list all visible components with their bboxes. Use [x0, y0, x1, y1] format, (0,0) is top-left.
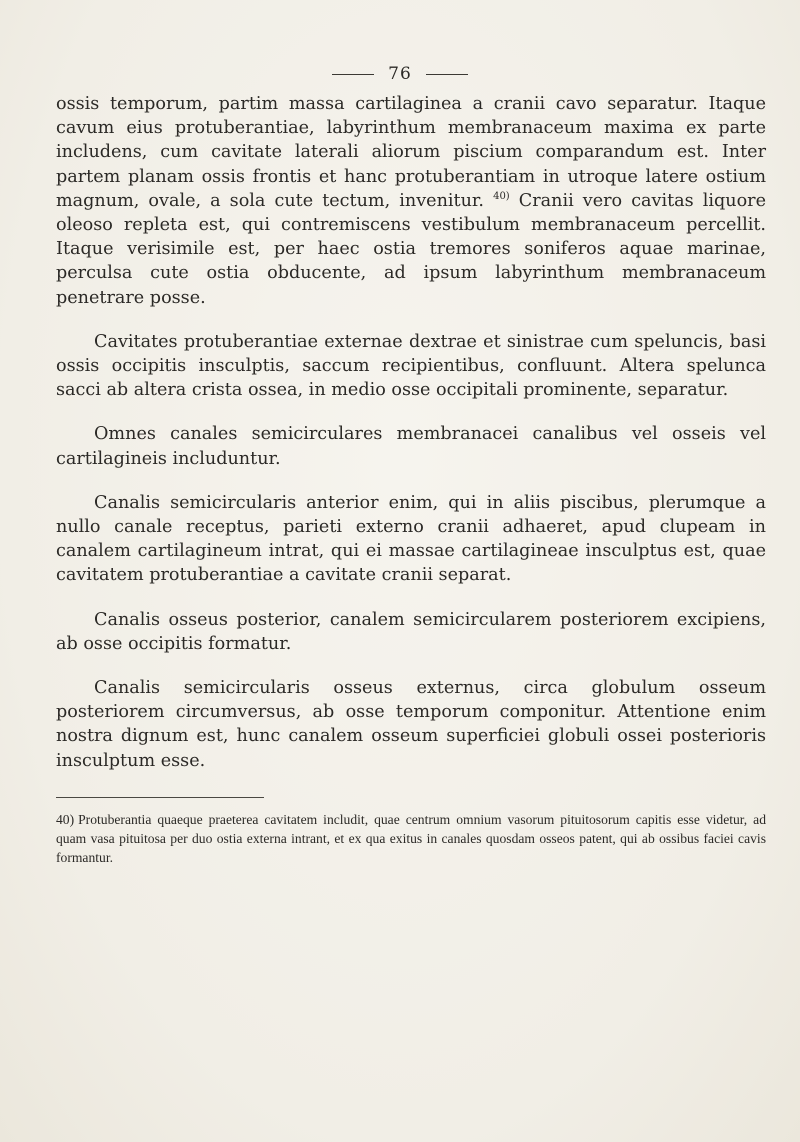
body-text — [56, 92, 766, 773]
paragraph-3: Omnes canales semicirculares membranacei canalibus vel osseis vel cartilagineis includuntur. — [56, 424, 766, 469]
footnote — [56, 810, 766, 867]
footnote-divider — [56, 797, 264, 798]
paragraph-1-continuation: Cranii vero cavitas liquore oleoso repleta est, qui contremiscens vestibulum membranaceum percellit. Itaque verisimile est, per haec ostia tremores soniferos aquae marinae, perculsa cute ostia obducente, ad ipsum labyrinthum membranaceum penetrare posse. — [56, 190, 767, 308]
page-number: 76 — [388, 64, 412, 84]
paragraph-1-text: ossis temporum, partim massa cartilaginea a cranii cavo separatur. Itaque cavum eius protuberantiae, labyrinthum membranaceum maxima ex parte includens, cum cavitate laterali aliorum piscium comparandum est. Inter partem planam ossis frontis et hanc protuberantiam in utroque latere ostium magnum, ovale, a sola cute tectum, invenitur. — [56, 94, 766, 211]
paragraph-2: Cavitates protuberantiae externae dextrae et sinistrae cum speluncis, basi ossis occipitis insculptis, saccum recipientibus, confluunt. Altera spelunca sacci ab altera crista ossea, in medio osse occipitali prominente, separatur. — [56, 331, 766, 401]
paragraph-6: Canalis semicircularis osseus externus, circa globulum osseum posteriorem circumversus, ab osse temporum componitur. Attentione enim nostra dignum est, hunc canalem osseum superficiei globuli ossei posterioris insculptum esse. — [56, 678, 766, 771]
paragraph-4: Canalis semicircularis anterior enim, qui in aliis piscibus, plerumque a nullo canale receptus, parieti externo cranii adhaeret, apud clupeam in canalem cartilagineum intrat, qui ei massae cartilagineae insculptus est, quae cavitatem protuberantiae a cavitate cranii separat. — [56, 492, 766, 586]
paragraph-5: Canalis osseus posterior, canalem semicircularem posteriorem excipiens, ab osse occipitis formatur. — [56, 609, 766, 654]
footnote-text: Protuberantia quaeque praeterea cavitatem includit, quae centrum omnium vasorum pituitosorum capitis esse videtur, ad quam vasa pituitosa per duo ostia externa intrant, et ex qua exitus in canales quosdam osseos patent, qui ab ossibus faciei cavis formantur. — [56, 812, 766, 865]
footnote-marker: 40) — [56, 812, 75, 827]
footnote-reference: 40) — [493, 190, 510, 202]
header-rule-right — [426, 74, 468, 75]
header-rule-left — [332, 74, 374, 75]
page-header — [0, 64, 800, 84]
paragraph-1 — [56, 92, 766, 310]
